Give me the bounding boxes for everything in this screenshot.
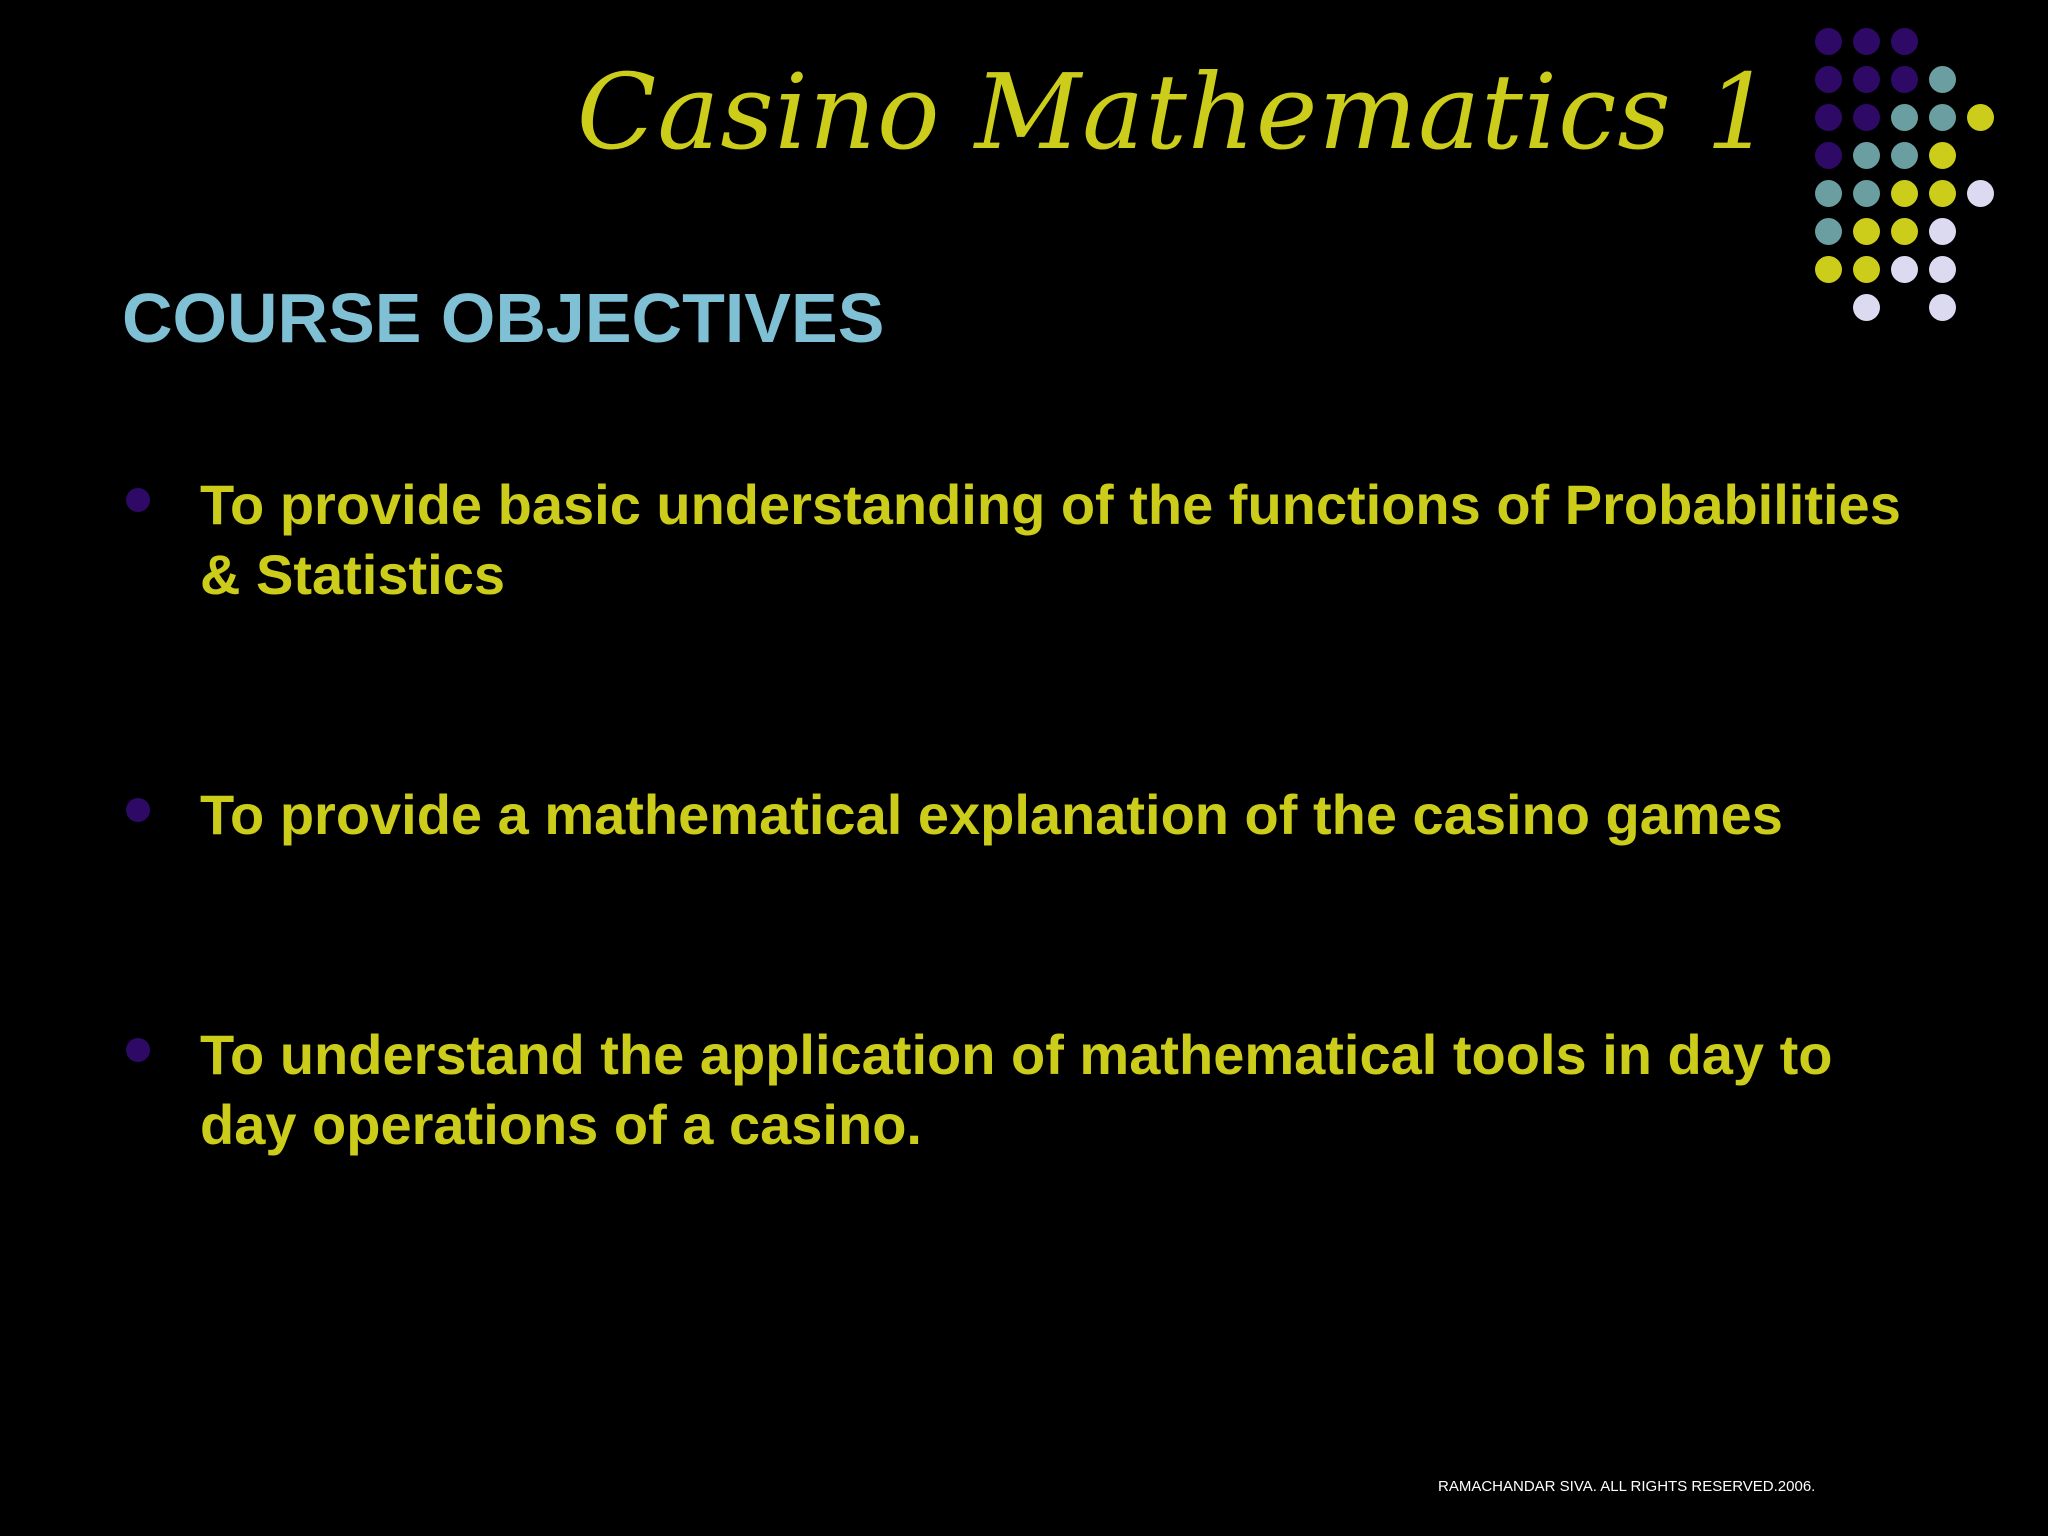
decorative-dot-icon [1853, 104, 1880, 131]
list-item [122, 470, 1922, 610]
decorative-dot-icon [1815, 218, 1842, 245]
bullet-text: To provide basic understanding of the functions of Probabilities & Statistics [200, 473, 1901, 606]
decorative-dot-icon [1929, 142, 1956, 169]
decorative-dot-icon [1891, 256, 1918, 283]
decorative-dot-icon [1853, 142, 1880, 169]
decorative-dot-icon [1891, 142, 1918, 169]
objectives-list [122, 470, 1922, 1160]
decorative-dot-icon [1853, 218, 1880, 245]
decorative-dot-icon [1815, 256, 1842, 283]
decorative-dot-icon [1891, 218, 1918, 245]
decorative-dot-icon [1967, 180, 1994, 207]
decorative-dot-icon [1891, 66, 1918, 93]
decorative-dot-icon [1853, 256, 1880, 283]
decorative-dot-icon [1815, 142, 1842, 169]
decorative-dot-icon [1929, 66, 1956, 93]
decorative-dot-icon [1967, 104, 1994, 131]
decorative-dot-icon [1815, 104, 1842, 131]
decorative-dot-icon [1853, 294, 1880, 321]
bullet-dot-icon [126, 798, 150, 822]
decorative-dot-icon [1891, 28, 1918, 55]
decorative-dot-icon [1929, 180, 1956, 207]
decorative-dot-icon [1815, 28, 1842, 55]
decorative-dot-icon [1929, 294, 1956, 321]
bullet-dot-icon [126, 488, 150, 512]
decorative-dot-icon [1853, 66, 1880, 93]
decorative-dot-icon [1815, 180, 1842, 207]
bullet-dot-icon [126, 1038, 150, 1062]
bullet-text: To understand the application of mathematical tools in day to day operations of a casino. [200, 1023, 1833, 1156]
decorative-dot-grid [1815, 28, 2035, 338]
decorative-dot-icon [1815, 66, 1842, 93]
decorative-dot-icon [1891, 180, 1918, 207]
bullet-text: To provide a mathematical explanation of the casino games [200, 783, 1783, 846]
decorative-dot-icon [1891, 104, 1918, 131]
deck-title: Casino Mathematics 1 [576, 51, 1773, 173]
decorative-dot-icon [1929, 218, 1956, 245]
list-item [122, 780, 1922, 850]
decorative-dot-icon [1929, 256, 1956, 283]
slide-heading: COURSE OBJECTIVES [122, 279, 885, 357]
decorative-dot-icon [1853, 180, 1880, 207]
copyright-footer: RAMACHANDAR SIVA. ALL RIGHTS RESERVED.2006. [1438, 1478, 1816, 1495]
list-item [122, 1020, 1922, 1160]
decorative-dot-icon [1929, 104, 1956, 131]
decorative-dot-icon [1853, 28, 1880, 55]
